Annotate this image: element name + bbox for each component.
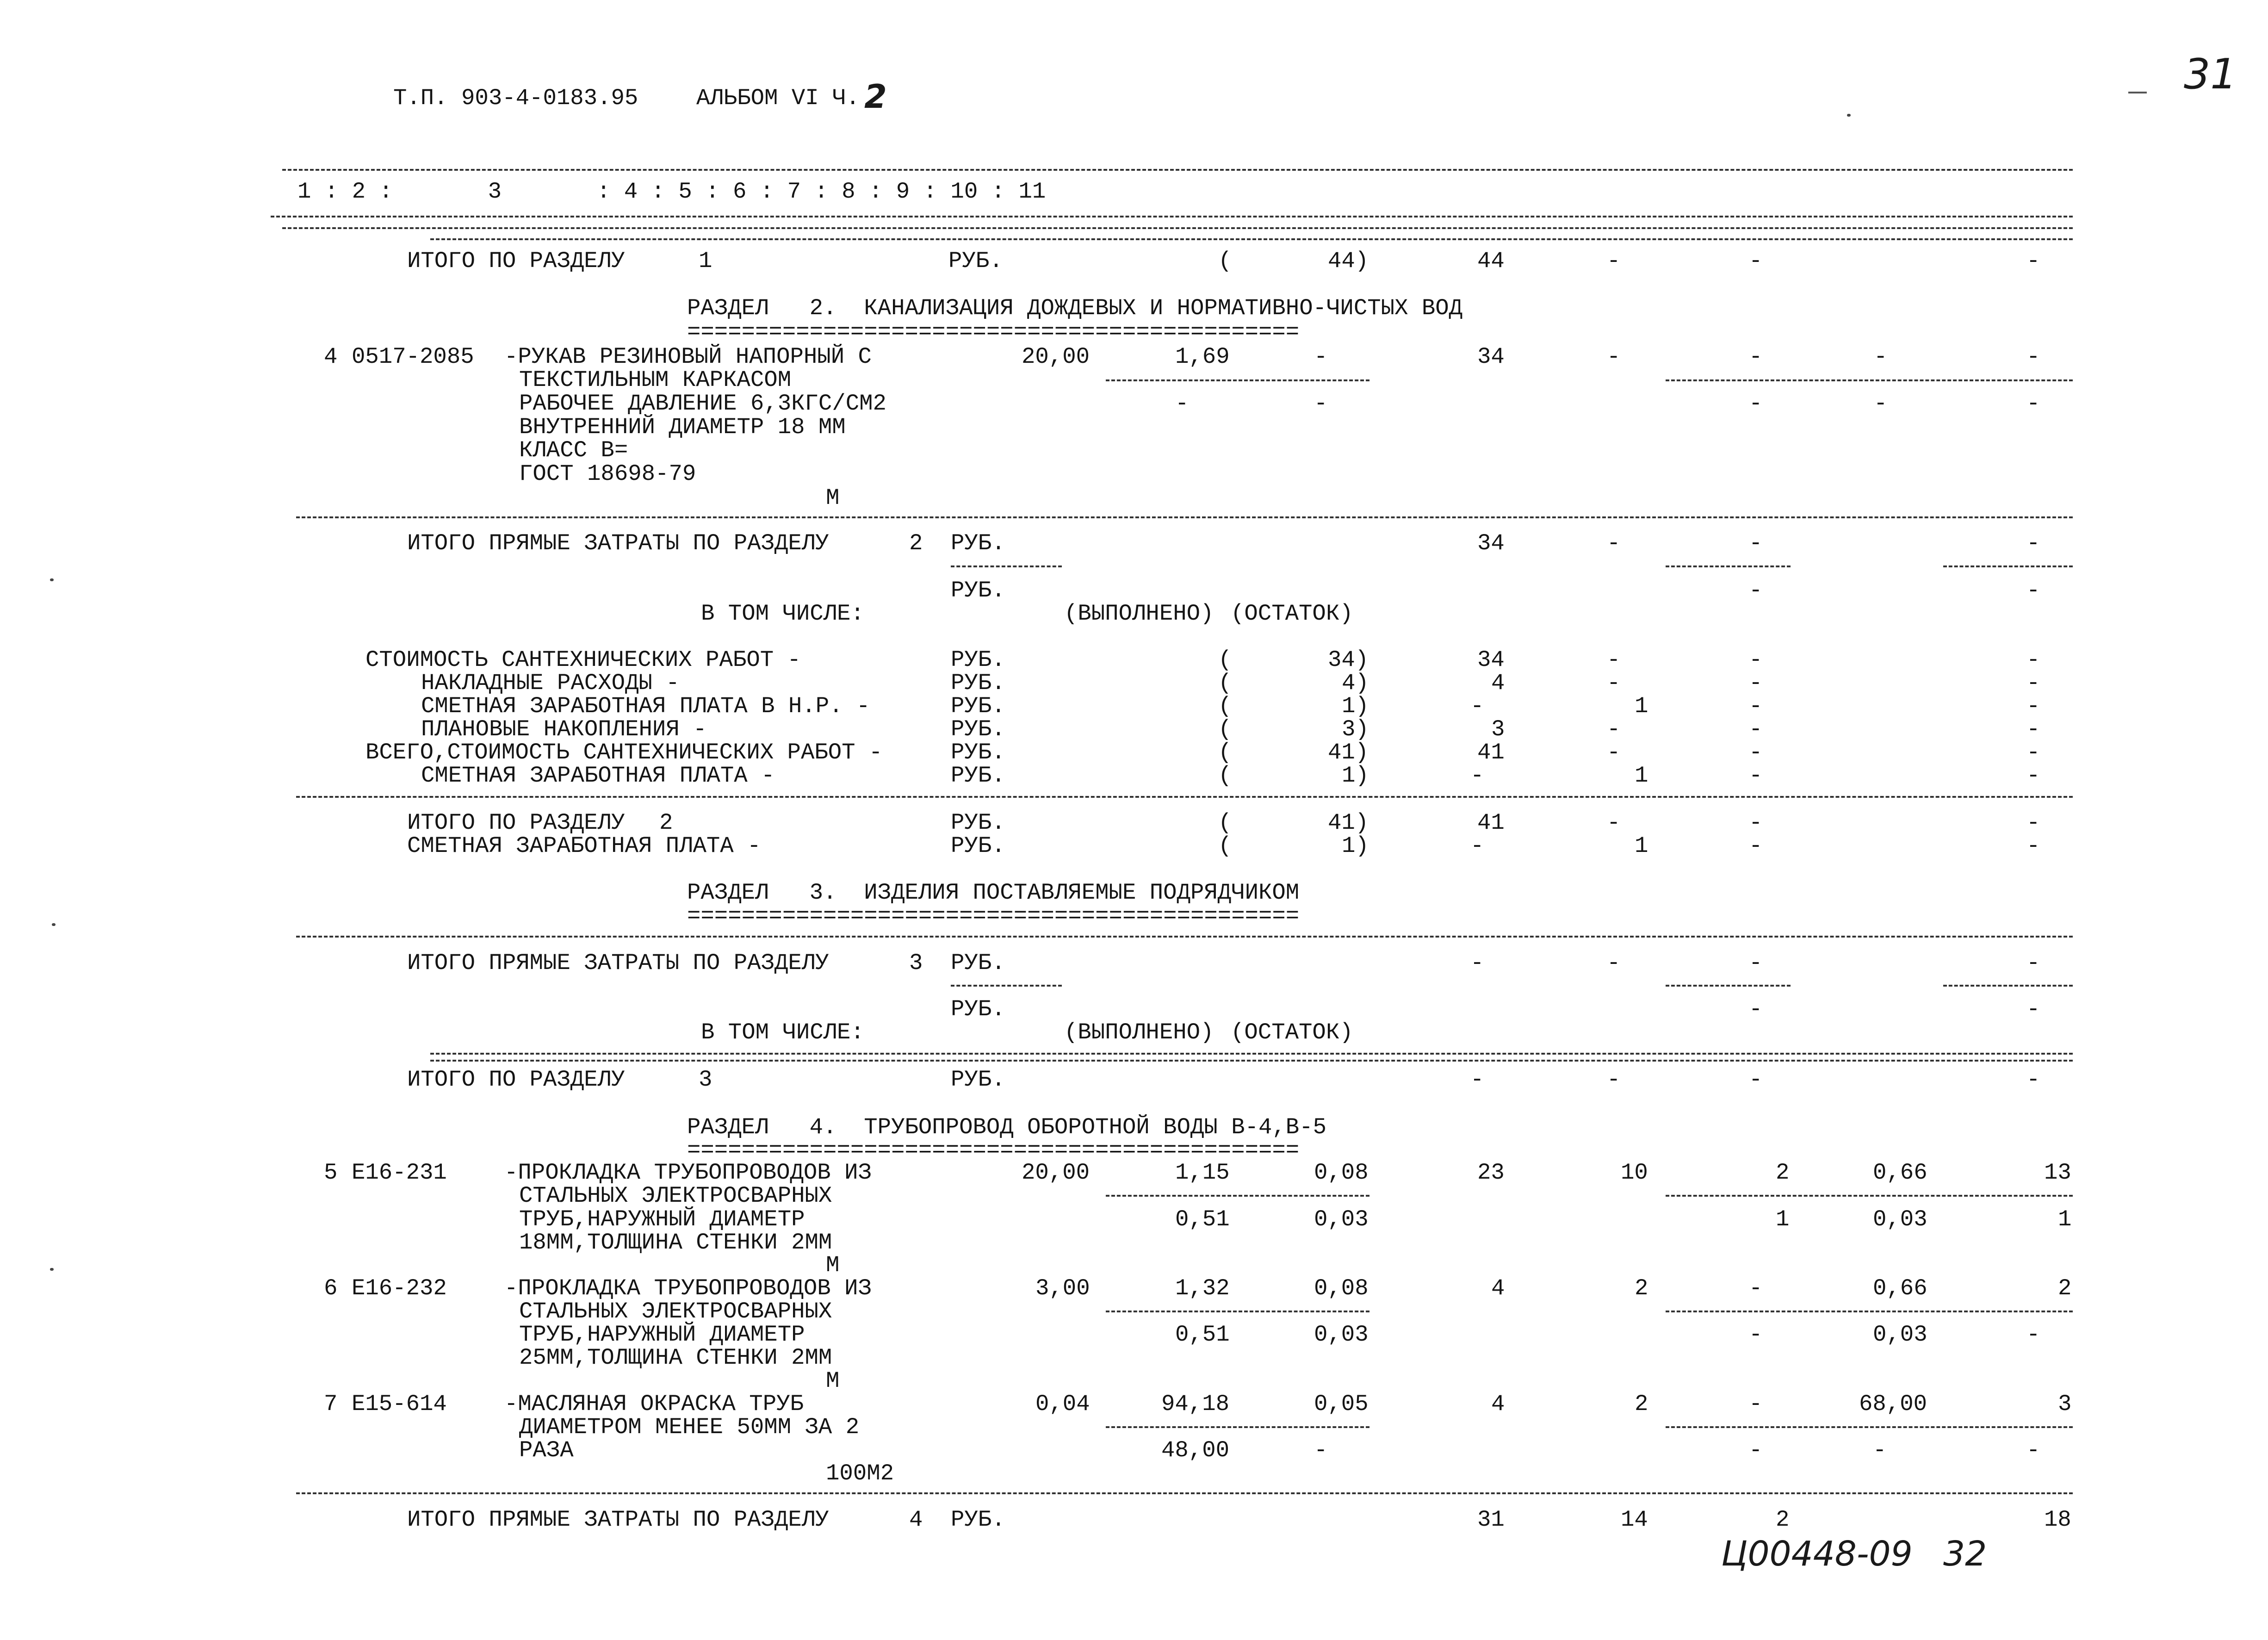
section2-direct-total-num: 2 — [909, 530, 923, 556]
item-code: Е15-614 — [352, 1391, 447, 1417]
section2-wage-c11: - — [2026, 833, 2040, 859]
column-number-row: 1 : 2 : 3 : 4 : 5 : 6 : 7 : 8 : 9 : 10 : 11 — [297, 179, 1046, 205]
section3-direct-total-unit2: РУБ. — [951, 996, 1005, 1022]
item-c7: 34 — [1477, 344, 1505, 370]
item-description: -МАСЛЯНАЯ ОКРАСКА ТРУБ — [504, 1391, 804, 1417]
section2-total-c9: - — [1749, 810, 1763, 836]
breakdown-c8: 1 — [1635, 763, 1648, 789]
rule — [430, 1060, 2073, 1062]
album-part-handwritten: 2 — [864, 78, 887, 116]
item-description: -ПРОКЛАДКА ТРУБОПРОВОДОВ ИЗ — [504, 1275, 872, 1301]
item-description: ТРУБ,НАРУЖНЫЙ ДИАМЕТР — [519, 1206, 805, 1232]
rest-label: (ОСТАТОК) — [1231, 601, 1353, 627]
breakdown-unit: РУБ. — [951, 670, 1005, 696]
rule — [296, 936, 2073, 938]
item-c6: 0,05 — [1314, 1391, 1369, 1417]
section3-direct-total-c9: - — [1749, 950, 1763, 976]
sub-rule — [951, 565, 1062, 567]
breakdown-c9: - — [1749, 739, 1763, 765]
section4-direct-total-unit: РУБ. — [951, 1507, 1005, 1533]
breakdown-c11: - — [2026, 670, 2040, 696]
item-c11: - — [2026, 344, 2040, 370]
breakdown-unit: РУБ. — [951, 716, 1005, 742]
breakdown-unit: РУБ. — [951, 763, 1005, 789]
document-prefix: Т.П. 903-4-0183.95 — [393, 85, 638, 111]
breakdown-c7: 3 — [1491, 716, 1505, 742]
item-description: ТЕКСТИЛЬНЫМ КАРКАСОМ — [519, 367, 792, 393]
item-sub-c6: 0,03 — [1314, 1206, 1369, 1232]
section1-total-c9: - — [1749, 248, 1763, 274]
sub-rule — [951, 985, 1062, 987]
rule — [296, 516, 2073, 518]
breakdown-label: ПЛАНОВЫЕ НАКОПЛЕНИЯ - — [421, 716, 707, 742]
item-c5: 94,18 — [1161, 1391, 1230, 1417]
section3-total-c8: - — [1607, 1067, 1621, 1093]
breakdown-label: СМЕТНАЯ ЗАРАБОТНАЯ ПЛАТА - — [421, 763, 775, 789]
item-qty: 3,00 — [1035, 1275, 1090, 1301]
done-label: (ВЫПОЛНЕНО) — [1064, 601, 1214, 627]
section3-direct-total-c8: - — [1607, 950, 1621, 976]
item-sub-c6: 0,03 — [1314, 1322, 1369, 1348]
breakdown-c9: - — [1749, 716, 1763, 742]
speck — [52, 923, 56, 926]
item-code: Е16-231 — [352, 1160, 447, 1186]
section4-direct-total-c7: 31 — [1477, 1507, 1505, 1533]
breakdown-c8: - — [1607, 670, 1621, 696]
item-unit: М — [826, 1252, 840, 1278]
paren: ( — [1218, 833, 1232, 859]
section2-wage-value: 1) — [1342, 833, 1369, 859]
section2-direct-total-c9b: - — [1749, 578, 1763, 603]
item-sub-c6: - — [1314, 391, 1328, 416]
section1-total-unit: РУБ. — [948, 248, 1003, 274]
item-sub-c9: - — [1749, 391, 1763, 416]
item-unit: М — [826, 1368, 840, 1394]
breakdown-c7: 41 — [1477, 739, 1505, 765]
item-sub-c5: 0,51 — [1175, 1206, 1230, 1232]
item-qty: 20,00 — [1022, 1160, 1090, 1186]
sub-rule — [1106, 379, 1369, 381]
paren: ( — [1218, 810, 1232, 836]
item-description: ВНУТРЕННИЙ ДИАМЕТР 18 ММ — [519, 414, 846, 440]
section3-total-unit: РУБ. — [951, 1067, 1005, 1093]
item-qty: 20,00 — [1022, 344, 1090, 370]
breakdown-unit: РУБ. — [951, 693, 1005, 719]
speck — [1847, 114, 1851, 117]
including-label: В ТОМ ЧИСЛЕ: — [701, 1019, 864, 1045]
sub-rule — [1666, 1311, 2073, 1312]
item-description: ДИАМЕТРОМ МЕНЕЕ 50ММ ЗА 2 — [519, 1414, 860, 1440]
section2-total-c7: 41 — [1477, 810, 1505, 836]
item-c8: - — [1607, 344, 1621, 370]
item-sub-c5: 0,51 — [1175, 1322, 1230, 1348]
item-c7: 4 — [1491, 1275, 1505, 1301]
item-c9: - — [1749, 1391, 1763, 1417]
item-c8: 2 — [1635, 1275, 1648, 1301]
item-sub-c11: 1 — [2058, 1206, 2072, 1232]
breakdown-value: 4) — [1342, 670, 1369, 696]
breakdown-value: 3) — [1342, 716, 1369, 742]
breakdown-c9: - — [1749, 763, 1763, 789]
item-sub-c11: - — [2026, 391, 2040, 416]
section4-title: РАЗДЕЛ 4. ТРУБОПРОВОД ОБОРОТНОЙ ВОДЫ В-4,В-5 — [687, 1114, 1327, 1140]
breakdown-label: НАКЛАДНЫЕ РАСХОДЫ - — [421, 670, 680, 696]
item-c10: - — [1874, 344, 1888, 370]
breakdown-c7: - — [1470, 693, 1484, 719]
item-description: 25ММ,ТОЛЩИНА СТЕНКИ 2ММ — [519, 1345, 832, 1371]
section2-direct-total-c8: - — [1607, 530, 1621, 556]
item-c11: 2 — [2058, 1275, 2072, 1301]
section4-underline: ============================================= — [687, 1141, 1300, 1160]
rest-label: (ОСТАТОК) — [1231, 1019, 1353, 1045]
item-description: -ПРОКЛАДКА ТРУБОПРОВОДОВ ИЗ — [504, 1160, 872, 1186]
sub-rule — [1666, 1195, 2073, 1197]
section3-direct-total-num: 3 — [909, 950, 923, 976]
rule — [282, 169, 2073, 171]
item-sub-c11: - — [2026, 1437, 2040, 1463]
breakdown-label: СТОИМОСТЬ САНТЕХНИЧЕСКИХ РАБОТ - — [366, 647, 801, 673]
item-c6: 0,08 — [1314, 1275, 1369, 1301]
item-sub-c10: - — [1874, 391, 1888, 416]
section3-direct-total-label: ИТОГО ПРЯМЫЕ ЗАТРАТЫ ПО РАЗДЕЛУ — [407, 950, 829, 976]
paren: ( — [1218, 647, 1232, 673]
breakdown-unit: РУБ. — [951, 647, 1005, 673]
item-c8: 10 — [1621, 1160, 1648, 1186]
page-number-handwritten: 31 — [2184, 50, 2237, 99]
section3-total-c7: - — [1470, 1067, 1484, 1093]
item-unit: 100М2 — [826, 1460, 894, 1486]
item-sub-c5: - — [1175, 391, 1189, 416]
rule — [430, 238, 2073, 240]
section3-total-c11: - — [2026, 1067, 2040, 1093]
section2-direct-total-c11: - — [2026, 530, 2040, 556]
item-c5: 1,32 — [1175, 1275, 1230, 1301]
breakdown-c11: - — [2026, 739, 2040, 765]
section3-direct-total-c11: - — [2026, 950, 2040, 976]
item-c7: 4 — [1491, 1391, 1505, 1417]
item-c7: 23 — [1477, 1160, 1505, 1186]
paren: ( — [1218, 670, 1232, 696]
corner-dash — [2128, 92, 2147, 93]
item-description: РАЗА — [519, 1437, 574, 1463]
rule — [430, 1053, 2073, 1055]
breakdown-c11: - — [2026, 763, 2040, 789]
breakdown-label: ВСЕГО,СТОИМОСТЬ САНТЕХНИЧЕСКИХ РАБОТ - — [366, 739, 883, 765]
breakdown-label: СМЕТНАЯ ЗАРАБОТНАЯ ПЛАТА В Н.Р. - — [421, 693, 870, 719]
item-number: 6 — [324, 1275, 338, 1301]
paren: ( — [1218, 716, 1232, 742]
item-c10: 68,00 — [1859, 1391, 1927, 1417]
breakdown-c11: - — [2026, 647, 2040, 673]
section3-total-c9: - — [1749, 1067, 1763, 1093]
sub-rule — [1106, 1311, 1369, 1312]
done-label: (ВЫПОЛНЕНО) — [1064, 1019, 1214, 1045]
rule — [296, 1492, 2073, 1494]
section4-direct-total-label: ИТОГО ПРЯМЫЕ ЗАТРАТЫ ПО РАЗДЕЛУ — [407, 1507, 829, 1533]
item-sub-c9: - — [1749, 1322, 1763, 1348]
item-number: 4 — [324, 344, 338, 370]
section2-direct-total-c11b: - — [2026, 578, 2040, 603]
section2-wage-c9: - — [1749, 833, 1763, 859]
section4-direct-total-c9: 2 — [1776, 1507, 1790, 1533]
section2-wage-unit: РУБ. — [951, 833, 1005, 859]
item-sub-c10: 0,03 — [1873, 1322, 1927, 1348]
item-qty: 0,04 — [1035, 1391, 1090, 1417]
section3-underline: ============================================= — [687, 907, 1300, 926]
item-sub-c10: - — [1873, 1437, 1887, 1463]
breakdown-value: 41) — [1328, 739, 1369, 765]
breakdown-c8: - — [1607, 739, 1621, 765]
rule — [282, 227, 2073, 229]
item-c9: - — [1749, 344, 1763, 370]
item-c6: - — [1314, 344, 1328, 370]
item-number: 7 — [324, 1391, 338, 1417]
item-code: 0517-2085 — [352, 344, 474, 370]
sub-rule — [1666, 985, 1791, 987]
section2-total-c8: - — [1607, 810, 1621, 836]
breakdown-c9: - — [1749, 670, 1763, 696]
breakdown-c7: 4 — [1491, 670, 1505, 696]
item-sub-c9: 1 — [1776, 1206, 1790, 1232]
item-c8: 2 — [1635, 1391, 1648, 1417]
item-c6: 0,08 — [1314, 1160, 1369, 1186]
section3-total-num: 3 — [699, 1067, 713, 1093]
section2-wage-c8: 1 — [1635, 833, 1648, 859]
section1-total-paren-value: 44) — [1328, 248, 1369, 274]
item-c5: 1,15 — [1175, 1160, 1230, 1186]
item-unit: М — [826, 485, 840, 511]
item-description: СТАЛЬНЫХ ЭЛЕКТРОСВАРНЫХ — [519, 1183, 832, 1209]
section4-direct-total-c11: 18 — [2044, 1507, 2071, 1533]
item-sub-c6: - — [1314, 1437, 1328, 1463]
including-label: В ТОМ ЧИСЛЕ: — [701, 601, 864, 627]
section2-wage-c7: - — [1470, 833, 1484, 859]
section3-direct-total-unit: РУБ. — [951, 950, 1005, 976]
section2-direct-total-c7: 34 — [1477, 530, 1505, 556]
sub-rule — [1943, 565, 2073, 567]
handwritten-page-number: 32 — [1943, 1534, 1987, 1574]
section1-total-c11: - — [2026, 248, 2040, 274]
section2-title: РАЗДЕЛ 2. КАНАЛИЗАЦИЯ ДОЖДЕВЫХ И НОРМАТИВНО-ЧИСТЫХ ВОД — [687, 295, 1463, 321]
item-sub-c5: 48,00 — [1161, 1437, 1230, 1463]
paren: ( — [1218, 248, 1232, 274]
section4-direct-total-c8: 14 — [1621, 1507, 1648, 1533]
rule — [296, 796, 2073, 798]
breakdown-unit: РУБ. — [951, 739, 1005, 765]
sub-rule — [1666, 379, 2073, 381]
sub-rule — [1666, 565, 1791, 567]
speck — [50, 578, 54, 581]
item-sub-c9: - — [1749, 1437, 1763, 1463]
section2-total-unit: РУБ. — [951, 810, 1005, 836]
breakdown-value: 1) — [1342, 693, 1369, 719]
item-description: КЛАСС В= — [519, 437, 628, 463]
breakdown-c11: - — [2026, 716, 2040, 742]
item-number: 5 — [324, 1160, 338, 1186]
item-c9: 2 — [1776, 1160, 1790, 1186]
section2-total-value: 41) — [1328, 810, 1369, 836]
item-c10: 0,66 — [1873, 1275, 1927, 1301]
section2-total-label: ИТОГО ПО РАЗДЕЛУ — [407, 810, 625, 836]
breakdown-c8: 1 — [1635, 693, 1648, 719]
item-description: -РУКАВ РЕЗИНОВЫЙ НАПОРНЫЙ С — [504, 344, 872, 370]
item-description: РАБОЧЕЕ ДАВЛЕНИЕ 6,3КГС/СМ2 — [519, 391, 886, 416]
breakdown-value: 34) — [1328, 647, 1369, 673]
item-c9: - — [1749, 1275, 1763, 1301]
section2-direct-total-unit: РУБ. — [951, 530, 1005, 556]
item-description: СТАЛЬНЫХ ЭЛЕКТРОСВАРНЫХ — [519, 1298, 832, 1324]
item-c10: 0,66 — [1873, 1160, 1927, 1186]
paren: ( — [1218, 739, 1232, 765]
item-c11: 3 — [2058, 1391, 2072, 1417]
section3-total-label: ИТОГО ПО РАЗДЕЛУ — [407, 1067, 625, 1093]
section1-total-num: 1 — [699, 248, 713, 274]
section2-total-num: 2 — [659, 810, 673, 836]
handwritten-document-code: Ц00448-09 — [1721, 1534, 1913, 1574]
section1-total-c8: - — [1607, 248, 1621, 274]
section3-direct-total-c9b: - — [1749, 996, 1763, 1022]
section3-title: РАЗДЕЛ 3. ИЗДЕЛИЯ ПОСТАВЛЯЕМЫЕ ПОДРЯДЧИКОМ — [687, 880, 1300, 906]
sub-rule — [1106, 1195, 1369, 1197]
breakdown-value: 1) — [1342, 763, 1369, 789]
section1-total-c7: 44 — [1477, 248, 1505, 274]
paren: ( — [1218, 693, 1232, 719]
item-sub-c11: - — [2026, 1322, 2040, 1348]
paren: ( — [1218, 763, 1232, 789]
item-code: Е16-232 — [352, 1275, 447, 1301]
item-description: 18ММ,ТОЛЩИНА СТЕНКИ 2ММ — [519, 1230, 832, 1255]
item-price: 1,69 — [1175, 344, 1230, 370]
section2-wage-label: СМЕТНАЯ ЗАРАБОТНАЯ ПЛАТА - — [407, 833, 761, 859]
speck — [50, 1268, 54, 1271]
item-description: ТРУБ,НАРУЖНЫЙ ДИАМЕТР — [519, 1322, 805, 1348]
sub-rule — [1943, 985, 2073, 987]
section1-total-label: ИТОГО ПО РАЗДЕЛУ — [407, 248, 625, 274]
item-description: ГОСТ 18698-79 — [519, 461, 696, 487]
section2-direct-total-label: ИТОГО ПРЯМЫЕ ЗАТРАТЫ ПО РАЗДЕЛУ — [407, 530, 829, 556]
breakdown-c7: 34 — [1477, 647, 1505, 673]
section3-direct-total-c7: - — [1470, 950, 1484, 976]
section3-direct-total-c11b: - — [2026, 996, 2040, 1022]
section2-underline: ============================================= — [687, 323, 1300, 342]
breakdown-c7: - — [1470, 763, 1484, 789]
sub-rule — [1666, 1426, 2073, 1428]
breakdown-c9: - — [1749, 693, 1763, 719]
rule — [271, 216, 2073, 217]
breakdown-c8: - — [1607, 716, 1621, 742]
breakdown-c9: - — [1749, 647, 1763, 673]
item-sub-c10: 0,03 — [1873, 1206, 1927, 1232]
section2-direct-total-c9: - — [1749, 530, 1763, 556]
item-c11: 13 — [2044, 1160, 2071, 1186]
album-label: АЛЬБОМ VI Ч. — [696, 85, 860, 111]
breakdown-c11: - — [2026, 693, 2040, 719]
section2-direct-total-unit2: РУБ. — [951, 578, 1005, 603]
breakdown-c8: - — [1607, 647, 1621, 673]
sub-rule — [1106, 1426, 1369, 1428]
section4-direct-total-num: 4 — [909, 1507, 923, 1533]
section2-total-c11: - — [2026, 810, 2040, 836]
